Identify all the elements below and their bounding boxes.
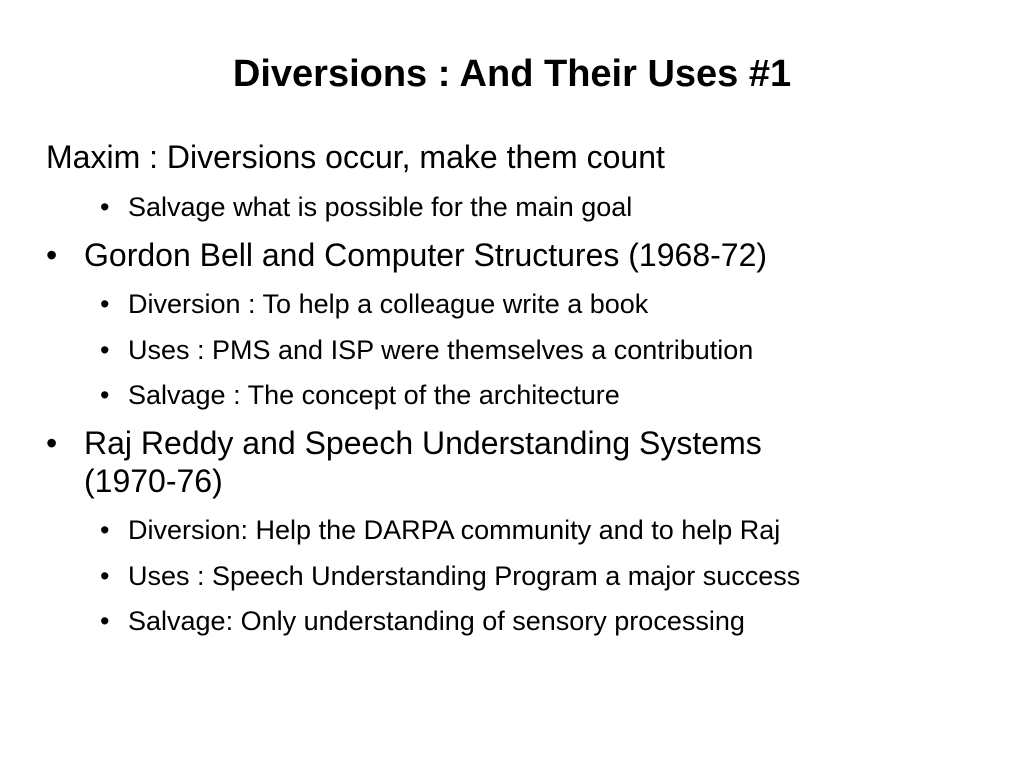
sub-bullet-diversion-darpa: Diversion: Help the DARPA community and to help Raj: [128, 515, 781, 545]
sub-bullet-salvage-architecture: Salvage : The concept of the architecture: [128, 380, 620, 410]
bullet-raj-reddy-continuation: (1970-76): [84, 463, 223, 499]
bullet-marker: •: [100, 192, 110, 222]
maxim-line: Maxim : Diversions occur, make them count: [46, 139, 665, 175]
bullet-raj-reddy: Raj Reddy and Speech Understanding Systems: [84, 425, 762, 461]
bullet-marker: •: [100, 380, 110, 410]
sub-bullet-salvage-sensory: Salvage: Only understanding of sensory processing: [128, 606, 745, 636]
bullet-marker: •: [100, 561, 110, 591]
bullet-marker: •: [100, 335, 110, 365]
bullet-marker: •: [100, 606, 110, 636]
sub-bullet-salvage-main-goal: Salvage what is possible for the main goal: [128, 192, 633, 222]
bullet-marker: •: [100, 289, 110, 319]
bullet-gordon-bell: Gordon Bell and Computer Structures (1968-72): [84, 237, 768, 273]
sub-bullet-uses-pms-isp: Uses : PMS and ISP were themselves a contribution: [128, 335, 754, 365]
bullet-marker: •: [100, 515, 110, 545]
sub-bullet-diversion-book: Diversion : To help a colleague write a book: [128, 289, 649, 319]
bullet-marker: •: [46, 237, 58, 273]
bullet-marker: •: [46, 425, 58, 461]
slide-title: Diversions : And Their Uses #1: [232, 53, 792, 95]
sub-bullet-uses-speech: Uses : Speech Understanding Program a major success: [128, 561, 801, 591]
